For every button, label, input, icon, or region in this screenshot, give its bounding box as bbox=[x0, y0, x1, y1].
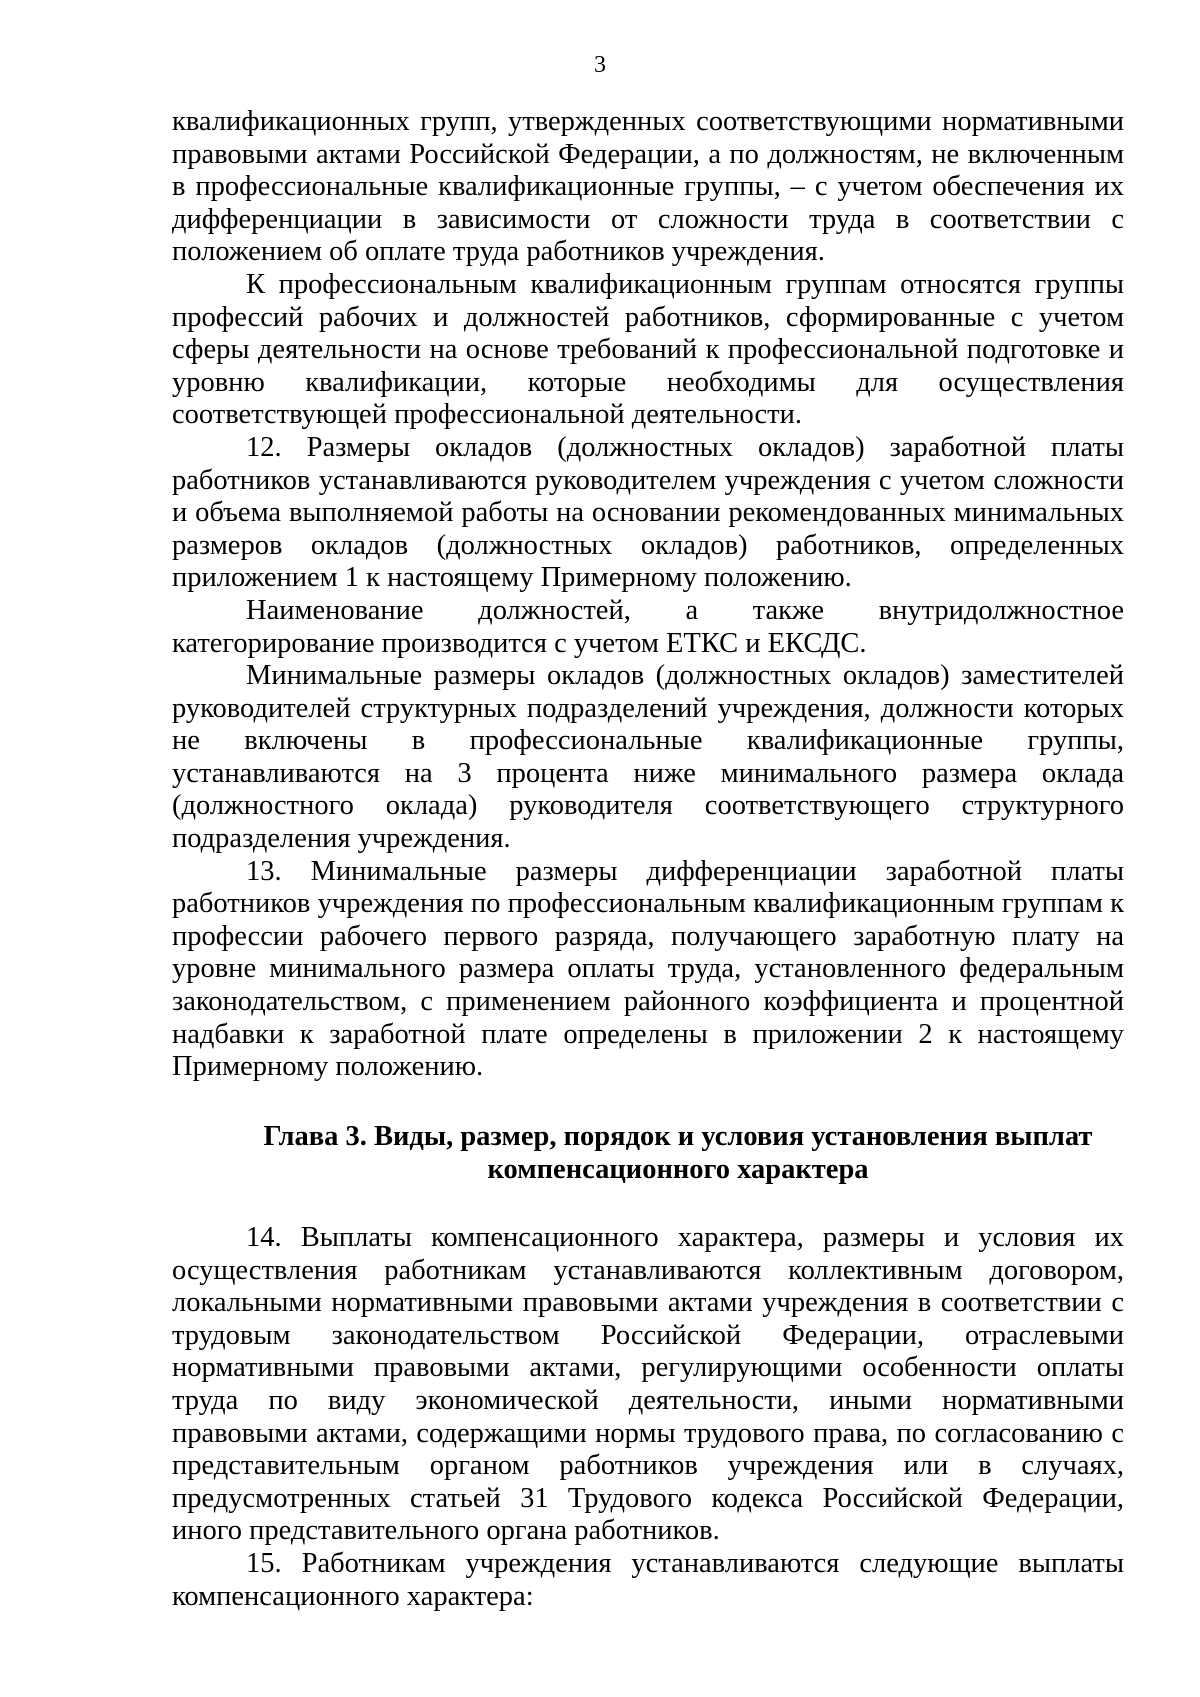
paragraph-continuation: квалификационных групп, утвержденных соответствующими нормативными правовыми актами Российской Федерации, а по должностям, не включенным в профессиональные квалификационные группы, – с учетом обеспечения их дифференциации в зависимости от сложности труда в соответствии с положением об оплате труда работников учреждения. bbox=[172, 106, 1124, 268]
page-number: 3 bbox=[594, 52, 606, 78]
chapter-heading-line-2: компенсационного характера bbox=[487, 1153, 869, 1185]
paragraph-position-names: Наименование должностей, а также внутридолжностное категорирование производится с учетом ЕТКС и ЕКСДС. bbox=[172, 594, 1124, 659]
chapter-heading-line-1: Глава 3. Виды, размер, порядок и условия установления выплат bbox=[263, 1121, 1093, 1152]
paragraph-item-13: 13. Минимальные размеры дифференциации заработной платы работников учреждения по профессиональным квалификационным группам к профессии рабочего первого разряда, получающего заработную плату на уровне минимального размера оплаты труда, установленного федеральным законодательством, с применением районного коэффициента и процентной надбавки к заработной плате определены в приложении 2 к настоящему Примерному положению. bbox=[172, 855, 1124, 1083]
paragraph-item-14: 14. Выплаты компенсационного характера, размеры и условия их осуществления работникам устанавливаются коллективным договором, локальными нормативными правовыми актами учреждения в соответствии с трудовым законодательством Российской Федерации, отраслевыми нормативными правовыми актами, регулирующими особенности оплаты труда по виду экономической деятельности, иными нормативными правовыми актами, содержащими нормы трудового права, по согласованию с представительным органом работников учреждения или в случаях, предусмотренных статьей 31 Трудового кодекса Российской Федерации, иного представительного органа работников. bbox=[172, 1222, 1124, 1547]
chapter-body-section bbox=[172, 1222, 1124, 1613]
chapter-heading bbox=[212, 1121, 1144, 1186]
paragraph-item-12: 12. Размеры окладов (должностных окладов) заработной платы работников устанавливаются руководителем учреждения с учетом сложности и объема выполняемой работы на основании рекомендованных минимальных размеров окладов (должностных окладов) работников, определенных приложением 1 к настоящему Примерному положению. bbox=[172, 431, 1124, 594]
body-text-section bbox=[172, 106, 1124, 1084]
paragraph-professional-groups: К профессиональным квалификационным группам относятся группы профессий рабочих и должностей работников, сформированные с учетом сферы деятельности на основе требований к профессиональной подготовке и уровню квалификации, которые необходимы для осуществления соответствующей профессиональной деятельности. bbox=[172, 268, 1124, 431]
paragraph-item-15: 15. Работникам учреждения устанавливаются следующие выплаты компенсационного характера: bbox=[172, 1547, 1124, 1612]
paragraph-deputy-salaries: Минимальные размеры окладов (должностных окладов) заместителей руководителей структурных подразделений учреждения, должности которых не включены в профессиональные квалификационные группы, устанавливаются на 3 процента ниже минимального размера оклада (должностного оклада) руководителя соответствующего структурного подразделения учреждения. bbox=[172, 660, 1124, 855]
